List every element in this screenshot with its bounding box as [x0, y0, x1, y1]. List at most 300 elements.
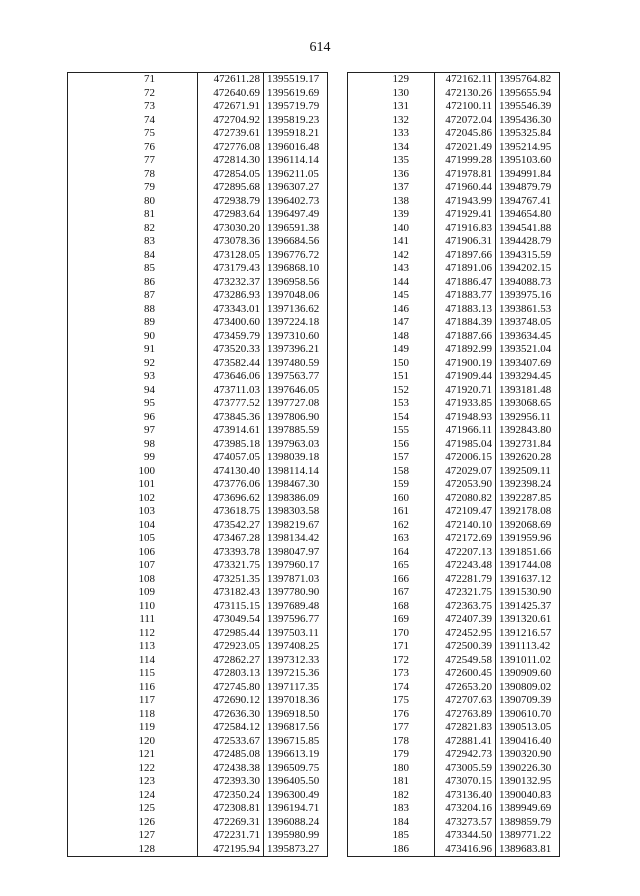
x-coordinate-cell: 472985.44: [198, 627, 264, 641]
point-number-cell: 80: [68, 195, 198, 209]
point-number-cell: 94: [68, 384, 198, 398]
point-number-cell: 98: [68, 438, 198, 452]
y-coordinate-cell: 1398114.14: [264, 465, 328, 479]
y-coordinate-cell: 1397396.21: [264, 343, 328, 357]
x-coordinate-cell: 472195.94: [198, 843, 264, 857]
y-coordinate-cell: 1394991.84: [496, 168, 560, 182]
table-row: [68, 465, 328, 479]
point-number-cell: 185: [348, 829, 435, 843]
y-coordinate-cell: 1391744.08: [496, 559, 560, 573]
table-row: [348, 843, 560, 857]
y-coordinate-cell: 1397215.36: [264, 667, 328, 681]
point-number-cell: 168: [348, 600, 435, 614]
point-number-cell: 151: [348, 370, 435, 384]
point-number-cell: 92: [68, 357, 198, 371]
point-number-cell: 169: [348, 613, 435, 627]
table-row: [68, 559, 328, 573]
point-number-cell: 131: [348, 100, 435, 114]
y-coordinate-cell: 1397780.90: [264, 586, 328, 600]
table-row: [68, 235, 328, 249]
x-coordinate-cell: 473520.33: [198, 343, 264, 357]
point-number-cell: 113: [68, 640, 198, 654]
y-coordinate-cell: 1395764.82: [496, 73, 560, 87]
y-coordinate-cell: 1393407.69: [496, 357, 560, 371]
point-number-cell: 132: [348, 114, 435, 128]
y-coordinate-cell: 1393861.53: [496, 303, 560, 317]
point-number-cell: 71: [68, 73, 198, 87]
point-number-cell: 177: [348, 721, 435, 735]
point-number-cell: 117: [68, 694, 198, 708]
table-row: [348, 613, 560, 627]
point-number-cell: 146: [348, 303, 435, 317]
point-number-cell: 73: [68, 100, 198, 114]
point-number-cell: 128: [68, 843, 198, 857]
table-row: [68, 478, 328, 492]
y-coordinate-cell: 1398386.09: [264, 492, 328, 506]
x-coordinate-cell: 472053.90: [435, 478, 496, 492]
x-coordinate-cell: 473696.62: [198, 492, 264, 506]
y-coordinate-cell: 1390416.40: [496, 735, 560, 749]
table-row: [348, 667, 560, 681]
y-coordinate-cell: 1390909.60: [496, 667, 560, 681]
table-row: [348, 384, 560, 398]
table-row: [348, 235, 560, 249]
x-coordinate-cell: 472500.39: [435, 640, 496, 654]
x-coordinate-cell: 472072.04: [435, 114, 496, 128]
y-coordinate-cell: 1392620.28: [496, 451, 560, 465]
y-coordinate-cell: 1396016.48: [264, 141, 328, 155]
point-number-cell: 106: [68, 546, 198, 560]
table-row: [348, 465, 560, 479]
y-coordinate-cell: 1397689.48: [264, 600, 328, 614]
table-row: [68, 829, 328, 843]
x-coordinate-cell: 472739.61: [198, 127, 264, 141]
table-row: [348, 532, 560, 546]
y-coordinate-cell: 1397563.77: [264, 370, 328, 384]
table-row: [348, 627, 560, 641]
y-coordinate-cell: 1395619.69: [264, 87, 328, 101]
y-coordinate-cell: 1393068.65: [496, 397, 560, 411]
table-row: [348, 775, 560, 789]
x-coordinate-cell: 473777.52: [198, 397, 264, 411]
point-number-cell: 137: [348, 181, 435, 195]
x-coordinate-cell: 471906.31: [435, 235, 496, 249]
point-number-cell: 150: [348, 357, 435, 371]
y-coordinate-cell: 1396405.50: [264, 775, 328, 789]
y-coordinate-cell: 1394088.73: [496, 276, 560, 290]
point-number-cell: 136: [348, 168, 435, 182]
point-number-cell: 154: [348, 411, 435, 425]
table-row: [348, 586, 560, 600]
y-coordinate-cell: 1391320.61: [496, 613, 560, 627]
table-row: [68, 87, 328, 101]
table-row: [348, 546, 560, 560]
page-number: 614: [309, 40, 331, 55]
x-coordinate-cell: 471892.99: [435, 343, 496, 357]
table-row: [68, 505, 328, 519]
y-coordinate-cell: 1397312.33: [264, 654, 328, 668]
y-coordinate-cell: 1392843.80: [496, 424, 560, 438]
table-row: [348, 424, 560, 438]
point-number-cell: 83: [68, 235, 198, 249]
x-coordinate-cell: 472821.83: [435, 721, 496, 735]
table-row: [68, 627, 328, 641]
y-coordinate-cell: 1397048.06: [264, 289, 328, 303]
y-coordinate-cell: 1397963.03: [264, 438, 328, 452]
x-coordinate-cell: 471943.99: [435, 195, 496, 209]
y-coordinate-cell: 1396776.72: [264, 249, 328, 263]
x-coordinate-cell: 472895.68: [198, 181, 264, 195]
x-coordinate-cell: 472704.92: [198, 114, 264, 128]
table-row: [68, 573, 328, 587]
y-coordinate-cell: 1395519.17: [264, 73, 328, 87]
x-coordinate-cell: 471933.85: [435, 397, 496, 411]
point-number-cell: 144: [348, 276, 435, 290]
table-row: [68, 681, 328, 695]
point-number-cell: 167: [348, 586, 435, 600]
table-row: [68, 114, 328, 128]
table-row: [68, 262, 328, 276]
y-coordinate-cell: 1396211.05: [264, 168, 328, 182]
point-number-cell: 156: [348, 438, 435, 452]
x-coordinate-cell: 472745.80: [198, 681, 264, 695]
x-coordinate-cell: 472611.28: [198, 73, 264, 87]
point-number-cell: 162: [348, 519, 435, 533]
x-coordinate-cell: 472533.67: [198, 735, 264, 749]
y-coordinate-cell: 1393748.05: [496, 316, 560, 330]
y-coordinate-cell: 1391425.37: [496, 600, 560, 614]
x-coordinate-cell: 473542.27: [198, 519, 264, 533]
x-coordinate-cell: 471920.71: [435, 384, 496, 398]
y-coordinate-cell: 1391216.57: [496, 627, 560, 641]
x-coordinate-cell: 474130.40: [198, 465, 264, 479]
point-number-cell: 171: [348, 640, 435, 654]
point-number-cell: 111: [68, 613, 198, 627]
point-number-cell: 96: [68, 411, 198, 425]
x-coordinate-cell: 472363.75: [435, 600, 496, 614]
table-row: [68, 667, 328, 681]
x-coordinate-cell: 472690.12: [198, 694, 264, 708]
y-coordinate-cell: 1397224.18: [264, 316, 328, 330]
point-number-cell: 88: [68, 303, 198, 317]
point-number-cell: 99: [68, 451, 198, 465]
point-number-cell: 104: [68, 519, 198, 533]
x-coordinate-cell: 472600.45: [435, 667, 496, 681]
x-coordinate-cell: 473204.16: [435, 802, 496, 816]
point-number-cell: 108: [68, 573, 198, 587]
table-row: [348, 478, 560, 492]
table-row: [348, 181, 560, 195]
x-coordinate-cell: 471886.47: [435, 276, 496, 290]
x-coordinate-cell: 472636.30: [198, 708, 264, 722]
y-coordinate-cell: 1394315.59: [496, 249, 560, 263]
y-coordinate-cell: 1397117.35: [264, 681, 328, 695]
point-number-cell: 182: [348, 789, 435, 803]
point-number-cell: 148: [348, 330, 435, 344]
table-row: [68, 316, 328, 330]
point-number-cell: 77: [68, 154, 198, 168]
y-coordinate-cell: 1396509.75: [264, 762, 328, 776]
x-coordinate-cell: 473128.05: [198, 249, 264, 263]
y-coordinate-cell: 1394202.15: [496, 262, 560, 276]
point-number-cell: 179: [348, 748, 435, 762]
table-row: [348, 343, 560, 357]
y-coordinate-cell: 1392178.08: [496, 505, 560, 519]
y-coordinate-cell: 1397480.59: [264, 357, 328, 371]
table-row: [68, 600, 328, 614]
y-coordinate-cell: 1398303.58: [264, 505, 328, 519]
table-row: [68, 640, 328, 654]
x-coordinate-cell: 472393.30: [198, 775, 264, 789]
table-row: [68, 816, 328, 830]
y-coordinate-cell: 1390610.70: [496, 708, 560, 722]
table-row: [348, 397, 560, 411]
y-coordinate-cell: 1392731.84: [496, 438, 560, 452]
coordinate-table-right: [347, 72, 560, 857]
x-coordinate-cell: 474057.05: [198, 451, 264, 465]
x-coordinate-cell: 472923.05: [198, 640, 264, 654]
table-row: [68, 775, 328, 789]
y-coordinate-cell: 1397960.17: [264, 559, 328, 573]
point-number-cell: 140: [348, 222, 435, 236]
table-row: [348, 262, 560, 276]
y-coordinate-cell: 1390320.90: [496, 748, 560, 762]
y-coordinate-cell: 1396918.50: [264, 708, 328, 722]
x-coordinate-cell: 471900.19: [435, 357, 496, 371]
table-row: [68, 694, 328, 708]
point-number-cell: 176: [348, 708, 435, 722]
table-row: [68, 613, 328, 627]
x-coordinate-cell: 473005.59: [435, 762, 496, 776]
y-coordinate-cell: 1393181.48: [496, 384, 560, 398]
x-coordinate-cell: 473115.15: [198, 600, 264, 614]
table-row: [348, 411, 560, 425]
x-coordinate-cell: 473618.75: [198, 505, 264, 519]
table-row: [68, 357, 328, 371]
y-coordinate-cell: 1392287.85: [496, 492, 560, 506]
table-row: [348, 141, 560, 155]
y-coordinate-cell: 1392398.24: [496, 478, 560, 492]
point-number-cell: 152: [348, 384, 435, 398]
y-coordinate-cell: 1389949.69: [496, 802, 560, 816]
table-row: [68, 424, 328, 438]
y-coordinate-cell: 1393294.45: [496, 370, 560, 384]
x-coordinate-cell: 472707.63: [435, 694, 496, 708]
point-number-cell: 120: [68, 735, 198, 749]
y-coordinate-cell: 1395325.84: [496, 127, 560, 141]
table-row: [348, 195, 560, 209]
point-number-cell: 125: [68, 802, 198, 816]
x-coordinate-cell: 472407.39: [435, 613, 496, 627]
x-coordinate-cell: 472803.13: [198, 667, 264, 681]
table-row: [68, 546, 328, 560]
point-number-cell: 139: [348, 208, 435, 222]
point-number-cell: 93: [68, 370, 198, 384]
y-coordinate-cell: 1396868.10: [264, 262, 328, 276]
x-coordinate-cell: 473049.54: [198, 613, 264, 627]
x-coordinate-cell: 472350.24: [198, 789, 264, 803]
table-row: [68, 222, 328, 236]
x-coordinate-cell: 472162.11: [435, 73, 496, 87]
x-coordinate-cell: 471960.44: [435, 181, 496, 195]
y-coordinate-cell: 1395918.21: [264, 127, 328, 141]
y-coordinate-cell: 1397885.59: [264, 424, 328, 438]
y-coordinate-cell: 1396591.38: [264, 222, 328, 236]
y-coordinate-cell: 1390132.95: [496, 775, 560, 789]
point-number-cell: 97: [68, 424, 198, 438]
x-coordinate-cell: 472452.95: [435, 627, 496, 641]
y-coordinate-cell: 1397596.77: [264, 613, 328, 627]
table-row: [348, 100, 560, 114]
y-coordinate-cell: 1395655.94: [496, 87, 560, 101]
point-number-cell: 143: [348, 262, 435, 276]
point-number-cell: 81: [68, 208, 198, 222]
point-number-cell: 101: [68, 478, 198, 492]
point-number-cell: 82: [68, 222, 198, 236]
y-coordinate-cell: 1396817.56: [264, 721, 328, 735]
y-coordinate-cell: 1395719.79: [264, 100, 328, 114]
table-row: [68, 141, 328, 155]
y-coordinate-cell: 1394541.88: [496, 222, 560, 236]
point-number-cell: 133: [348, 127, 435, 141]
point-number-cell: 85: [68, 262, 198, 276]
table-row: [68, 208, 328, 222]
table-row: [68, 303, 328, 317]
y-coordinate-cell: 1396684.56: [264, 235, 328, 249]
point-number-cell: 181: [348, 775, 435, 789]
x-coordinate-cell: 471909.44: [435, 370, 496, 384]
y-coordinate-cell: 1389771.22: [496, 829, 560, 843]
table-row: [348, 289, 560, 303]
table-row: [348, 492, 560, 506]
y-coordinate-cell: 1395873.27: [264, 843, 328, 857]
y-coordinate-cell: 1394879.79: [496, 181, 560, 195]
point-number-cell: 124: [68, 789, 198, 803]
x-coordinate-cell: 472109.47: [435, 505, 496, 519]
x-coordinate-cell: 473711.03: [198, 384, 264, 398]
table-row: [68, 249, 328, 263]
point-number-cell: 159: [348, 478, 435, 492]
table-row: [348, 600, 560, 614]
y-coordinate-cell: 1392068.69: [496, 519, 560, 533]
table-row: [348, 451, 560, 465]
point-number-cell: 91: [68, 343, 198, 357]
point-number-cell: 76: [68, 141, 198, 155]
table-row: [68, 195, 328, 209]
y-coordinate-cell: 1394767.41: [496, 195, 560, 209]
x-coordinate-cell: 473136.40: [435, 789, 496, 803]
x-coordinate-cell: 473251.35: [198, 573, 264, 587]
y-coordinate-cell: 1396300.49: [264, 789, 328, 803]
y-coordinate-cell: 1395103.60: [496, 154, 560, 168]
x-coordinate-cell: 473845.36: [198, 411, 264, 425]
table-row: [68, 532, 328, 546]
x-coordinate-cell: 471999.28: [435, 154, 496, 168]
point-number-cell: 110: [68, 600, 198, 614]
table-row: [68, 127, 328, 141]
point-number-cell: 178: [348, 735, 435, 749]
point-number-cell: 160: [348, 492, 435, 506]
table-row: [348, 316, 560, 330]
x-coordinate-cell: 473582.44: [198, 357, 264, 371]
table-row: [348, 816, 560, 830]
x-coordinate-cell: 472029.07: [435, 465, 496, 479]
x-coordinate-cell: 471978.81: [435, 168, 496, 182]
x-coordinate-cell: 472130.26: [435, 87, 496, 101]
y-coordinate-cell: 1393634.45: [496, 330, 560, 344]
table-row: [68, 343, 328, 357]
x-coordinate-cell: 472021.49: [435, 141, 496, 155]
x-coordinate-cell: 473776.06: [198, 478, 264, 492]
x-coordinate-cell: 472080.82: [435, 492, 496, 506]
y-coordinate-cell: 1395546.39: [496, 100, 560, 114]
table-row: [68, 384, 328, 398]
table-row: [68, 492, 328, 506]
x-coordinate-cell: 472763.89: [435, 708, 496, 722]
point-number-cell: 107: [68, 559, 198, 573]
y-coordinate-cell: 1391530.90: [496, 586, 560, 600]
x-coordinate-cell: 472938.79: [198, 195, 264, 209]
table-row: [348, 276, 560, 290]
table-row: [348, 303, 560, 317]
x-coordinate-cell: 473646.06: [198, 370, 264, 384]
x-coordinate-cell: 472983.64: [198, 208, 264, 222]
table-row: [348, 505, 560, 519]
y-coordinate-cell: 1392509.11: [496, 465, 560, 479]
y-coordinate-cell: 1396497.49: [264, 208, 328, 222]
y-coordinate-cell: 1391011.02: [496, 654, 560, 668]
x-coordinate-cell: 472862.27: [198, 654, 264, 668]
table-row: [348, 154, 560, 168]
table-row: [348, 681, 560, 695]
x-coordinate-cell: 472308.81: [198, 802, 264, 816]
point-number-cell: 161: [348, 505, 435, 519]
point-number-cell: 105: [68, 532, 198, 546]
point-number-cell: 112: [68, 627, 198, 641]
y-coordinate-cell: 1395436.30: [496, 114, 560, 128]
y-coordinate-cell: 1398467.30: [264, 478, 328, 492]
x-coordinate-cell: 473070.15: [435, 775, 496, 789]
y-coordinate-cell: 1396114.14: [264, 154, 328, 168]
x-coordinate-cell: 473393.78: [198, 546, 264, 560]
x-coordinate-cell: 471884.39: [435, 316, 496, 330]
table-row: [68, 721, 328, 735]
x-coordinate-cell: 472321.75: [435, 586, 496, 600]
x-coordinate-cell: 472207.13: [435, 546, 496, 560]
point-number-cell: 89: [68, 316, 198, 330]
point-number-cell: 75: [68, 127, 198, 141]
point-number-cell: 74: [68, 114, 198, 128]
y-coordinate-cell: 1396958.56: [264, 276, 328, 290]
y-coordinate-cell: 1391637.12: [496, 573, 560, 587]
point-number-cell: 174: [348, 681, 435, 695]
point-number-cell: 127: [68, 829, 198, 843]
table-row: [68, 276, 328, 290]
x-coordinate-cell: 473078.36: [198, 235, 264, 249]
x-coordinate-cell: 473914.61: [198, 424, 264, 438]
y-coordinate-cell: 1391959.96: [496, 532, 560, 546]
table-row: [68, 370, 328, 384]
table-row: [68, 802, 328, 816]
x-coordinate-cell: 471985.04: [435, 438, 496, 452]
point-number-cell: 142: [348, 249, 435, 263]
table-row: [348, 721, 560, 735]
y-coordinate-cell: 1389859.79: [496, 816, 560, 830]
y-coordinate-cell: 1396194.71: [264, 802, 328, 816]
point-number-cell: 173: [348, 667, 435, 681]
x-coordinate-cell: 473182.43: [198, 586, 264, 600]
point-number-cell: 90: [68, 330, 198, 344]
